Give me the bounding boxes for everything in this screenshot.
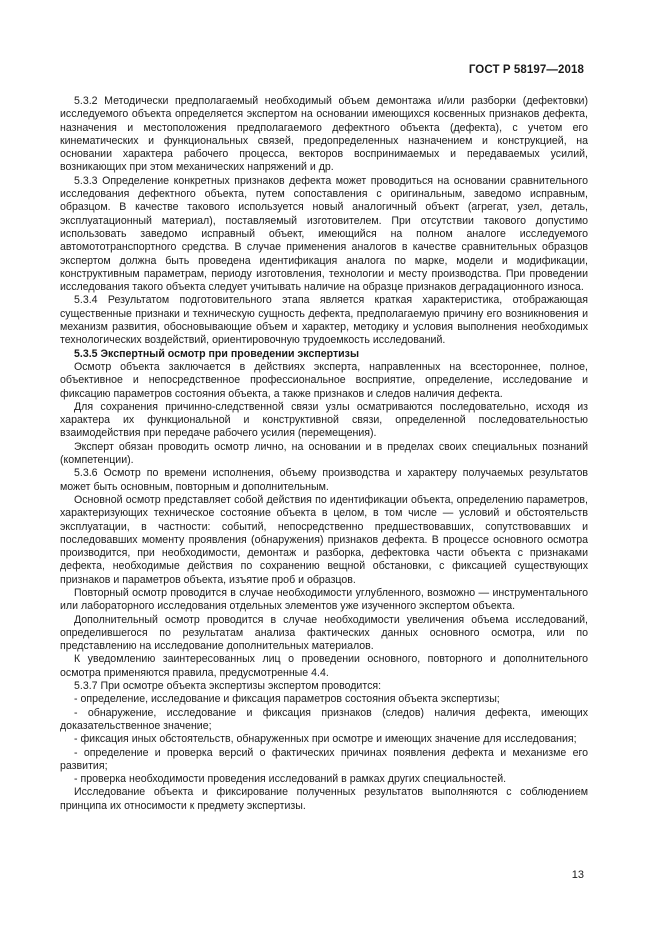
paragraph: 5.3.3 Определение конкретных признаков дефекта может проводиться на основании сравнительного исследования дефектного объекта, путем сопоставления с оригинальным, заведомо исправным, образцом. В качестве такового используется новый аналогичный объект (агрегат, узел, деталь, эксплуатационный материал), поставляемый изготовителем. При отсутствии такового допустимо использовать заведомо исправный объект, имеющийся на полном аналоге исследуемого автомототранспортного средства. В случае применения аналогов в качестве сравнительных образцов экспертом должна быть проведена идентификация аналога по марке, модели и модификации, конструктивным параметрам, периоду изготовления, технологии и месту производства. При проведении исследования такого объекта следует учитывать наличие на образце признаков деградационного износа. xyxy=(60,174,588,294)
paragraph: - фиксация иных обстоятельств, обнаруженных при осмотре и имеющих значение для исследования; xyxy=(74,733,577,746)
paragraph: Для сохранения причинно-следственной связи узлы осматриваются последовательно, исходя из характера их функциональной и конструктивной связи, определенной последовательностью взаимодействия при передаче рабочего усилия (перемещения). xyxy=(60,400,588,440)
paragraph: - определение и проверка версий о фактических причинах появления дефекта и механизме его развития; xyxy=(60,746,588,772)
paragraph: Основной осмотр представляет собой действия по идентификации объекта, определению параметров, характеризующих техническое состояние объекта в целом, в том числе — условий и обстоятельств эксплуатации, в частности: событий, непосредственно предшествовавших, сопутствовавших и последовавших моменту проявления (обнаружения) признаков дефекта. В процессе основного осмотра производится, при необходимости, демонтаж и разборка, дефектовка части объекта с признаками дефекта, необходимые действия по сохранению вещной обстановки, с фиксацией существующих признаков и параметров объекта, изъятие проб и образцов. xyxy=(60,493,588,586)
paragraph: К уведомлению заинтересованных лиц о проведении основного, повторного и дополнительного осмотра применяются правила, предусмотренные 4.4. xyxy=(60,653,588,679)
paragraph: Исследование объекта и фиксирование полученных результатов выполняются с соблюдением принципа их относимости к предмету экспертизы. xyxy=(60,786,588,812)
paragraph: Эксперт обязан проводить осмотр лично, на основании и в пределах своих специальных познаний (компетенции). xyxy=(60,440,588,467)
paragraph: Повторный осмотр проводится в случае необходимости углубленного, возможно — инструментального или лабораторного исследования отдельных элементов уже изученного экспертом объекта. xyxy=(60,586,588,613)
paragraph: 5.3.2 Методически предполагаемый необходимый объем демонтажа и/или разборки (дефектовки) исследуемого объекта определяется экспертом на основании имеющихся косвенных признаков дефекта, назначения и местоположения предполагаемого дефектного объекта (дефекта), с учетом его кинематических и функциональных связей, предопределенных назначением и конструкцией, на основании характера рабочего процесса, векторов воспринимаемых и передаваемых усилий, возникающих при этом механических напряжений и др. xyxy=(60,95,588,174)
document-header: ГОСТ Р 58197—2018 xyxy=(468,64,584,76)
paragraph: Дополнительный осмотр проводится в случае необходимости увеличения объема исследований, определившегося по результатам анализа фактических данных основного осмотра, или по представлению на исследование дополнительных материалов. xyxy=(60,613,588,653)
paragraph: 5.3.7 При осмотре объекта экспертизы экспертом проводится: xyxy=(74,680,382,693)
paragraph: - определение, исследование и фиксация параметров состояния объекта экспертизы; xyxy=(74,693,500,706)
page-number: 13 xyxy=(571,869,584,881)
paragraph: - обнаружение, исследование и фиксация признаков (следов) наличия дефекта, имеющих доказательственное значение; xyxy=(60,706,588,732)
paragraph: 5.3.6 Осмотр по времени исполнения, объему производства и характеру получаемых результатов может быть основным, повторным и дополнительным. xyxy=(60,467,588,493)
paragraph: Осмотр объекта заключается в действиях эксперта, направленных на всестороннее, полное, объективное и непосредственное профессиональное восприятие, определение, исследование и фиксацию параметров состояния объекта, а также признаков и следов наличия дефекта. xyxy=(60,360,588,400)
paragraph: - проверка необходимости проведения исследований в рамках других специальностей. xyxy=(74,773,507,786)
section-heading: 5.3.5 Экспертный осмотр при проведении экспертизы xyxy=(74,347,359,360)
document-body xyxy=(60,95,588,813)
paragraph: 5.3.4 Результатом подготовительного этапа является краткая характеристика, отображающая существенные признаки и техническую сущность дефекта, предполагаемую причину его возникновения и механизм развития, обосновывающие объем и характер, методику и условия выполнения необходимых технологических воздействий, ориентировочную трудоемкость исследований. xyxy=(60,294,588,347)
